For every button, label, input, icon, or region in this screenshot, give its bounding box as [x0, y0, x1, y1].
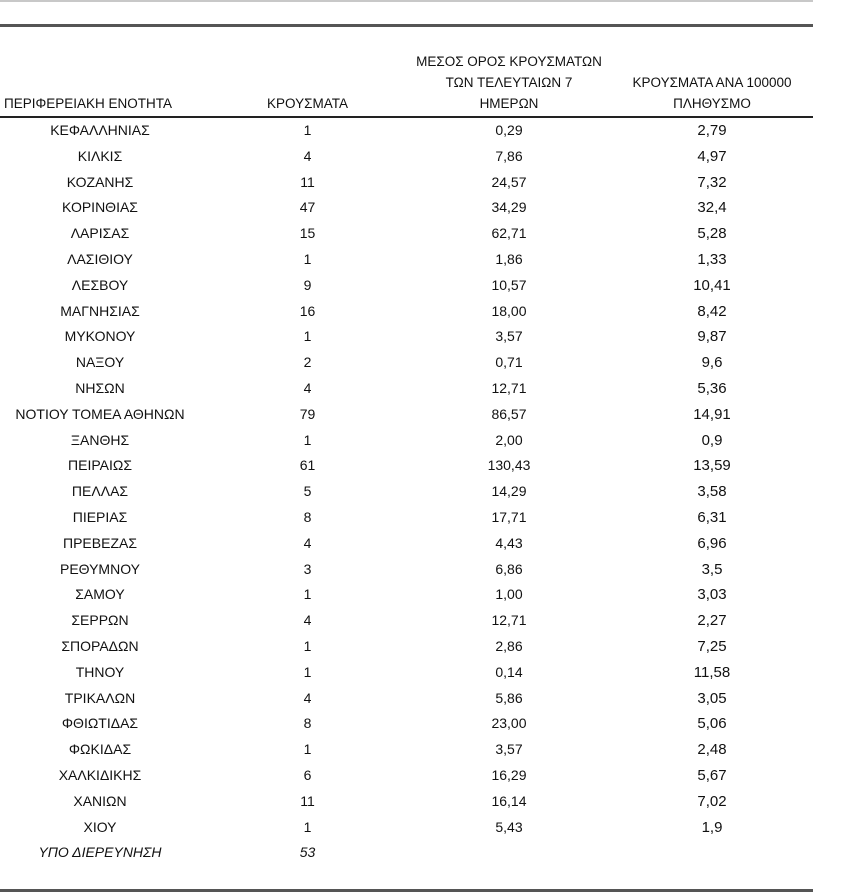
- cases-cell: 5: [303, 483, 312, 500]
- top-thick-rule: [0, 24, 813, 27]
- regional-unit-cell: ΚΟΡΙΝΘΙΑΣ: [62, 199, 138, 216]
- avg-7day-cell: 12,71: [491, 379, 527, 396]
- cases-cell: 1: [303, 663, 312, 680]
- avg-7day-cell: 4,43: [495, 534, 523, 551]
- per-100000-cell: 5,28: [697, 225, 727, 243]
- table-row: [0, 479, 813, 505]
- header-cases: ΚΡΟΥΣΜΑΤΑ: [267, 96, 348, 111]
- top-thin-rule: [0, 0, 813, 2]
- regional-unit-cell: ΦΩΚΙΔΑΣ: [68, 741, 132, 758]
- per-100000-cell: 5,36: [697, 379, 727, 397]
- table-row: [0, 557, 813, 583]
- regional-unit-cell: ΡΕΘΥΜΝΟΥ: [59, 560, 140, 577]
- table-row: [0, 737, 813, 763]
- cases-cell: 61: [299, 457, 316, 474]
- table-row: [0, 582, 813, 608]
- per-100000-cell: 8,42: [697, 302, 727, 320]
- per-100000-cell: 9,87: [697, 328, 727, 346]
- cases-cell: 1: [303, 637, 312, 654]
- table-row: [0, 350, 813, 376]
- regional-unit-cell: ΠΡΕΒΕΖΑΣ: [62, 534, 137, 551]
- per-100000-cell: 13,59: [693, 457, 731, 475]
- table-row: [0, 763, 813, 789]
- regional-unit-cell: ΤΗΝΟΥ: [75, 663, 125, 680]
- avg-7day-cell: 2,86: [495, 637, 523, 654]
- table-row: [0, 247, 813, 273]
- per-100000-cell: 5,67: [697, 766, 727, 784]
- per-100000-cell: 3,03: [697, 586, 727, 604]
- cases-cell: 79: [299, 405, 316, 422]
- avg-7day-cell: 3,57: [495, 741, 523, 758]
- avg-7day-cell: 18,00: [491, 302, 527, 319]
- regional-unit-cell: ΝΗΣΩΝ: [75, 379, 125, 396]
- regional-unit-cell: ΤΡΙΚΑΛΩΝ: [64, 689, 136, 706]
- table-row: [0, 195, 813, 221]
- regional-unit-cell: ΚΕΦΑΛΛΗΝΙΑΣ: [50, 122, 150, 138]
- regional-unit-cell: ΝΟΤΙΟΥ ΤΟΜΕΑ ΑΘΗΝΩΝ: [15, 405, 185, 422]
- cases-cell: 1: [303, 122, 312, 138]
- cases-cell: 1: [303, 586, 312, 603]
- avg-7day-cell: 0,29: [495, 122, 523, 138]
- table-row: [0, 608, 813, 634]
- table-row: [0, 402, 813, 428]
- cases-cell: 4: [303, 689, 312, 706]
- table-body: [0, 118, 813, 866]
- avg-7day-cell: 0,71: [495, 354, 523, 371]
- per-100000-cell: 10,41: [693, 276, 731, 294]
- regional-unit-cell: ΛΑΡΙΣΑΣ: [70, 225, 130, 242]
- per-100000-cell: 0,9: [701, 431, 723, 449]
- cases-cell: 15: [299, 225, 316, 242]
- avg-7day-cell: 24,57: [491, 173, 527, 190]
- avg-7day-cell: 16,14: [491, 792, 527, 809]
- table-row: [0, 634, 813, 660]
- table-row: [0, 453, 813, 479]
- avg-7day-cell: 1,00: [495, 586, 523, 603]
- regional-unit-cell: ΚΟΖΑΝΗΣ: [66, 173, 134, 190]
- cases-cell: 2: [303, 354, 312, 371]
- per-100000-cell: 6,31: [697, 508, 727, 526]
- regional-unit-cell: ΜΥΚΟΝΟΥ: [64, 328, 136, 345]
- cases-cell: 9: [303, 276, 312, 293]
- table-row: [0, 428, 813, 454]
- table-row: [0, 170, 813, 196]
- header-regional-unit: ΠΕΡΙΦΕΡΕΙΑΚΗ ΕΝΟΤΗΤΑ: [4, 96, 173, 111]
- avg-7day-cell: 5,86: [495, 689, 523, 706]
- regional-unit-cell: ΛΕΣΒΟΥ: [71, 276, 129, 293]
- per-100000-cell: 2,48: [697, 741, 727, 759]
- cases-cell: 4: [303, 612, 312, 629]
- table-row: [0, 711, 813, 737]
- avg-7day-cell: 5,43: [495, 818, 523, 835]
- avg-7day-cell: 16,29: [491, 766, 527, 783]
- per-100000-cell: 6,96: [697, 534, 727, 552]
- table-row: [0, 118, 813, 144]
- per-100000-cell: 4,97: [697, 147, 727, 165]
- avg-7day-cell: 12,71: [491, 612, 527, 629]
- per-100000-cell: 2,27: [697, 612, 727, 630]
- bottom-rule: [0, 889, 813, 892]
- regional-unit-cell: ΥΠΟ ΔΙΕΡΕΥΝΗΣΗ: [38, 844, 162, 861]
- avg-7day-cell: 6,86: [495, 560, 523, 577]
- avg-7day-cell: 7,86: [495, 147, 523, 164]
- table-row: [0, 144, 813, 170]
- per-100000-cell: 7,02: [697, 792, 727, 810]
- per-100000-cell: 32,4: [697, 199, 727, 217]
- avg-7day-cell: 62,71: [491, 225, 527, 242]
- table-row: [0, 531, 813, 557]
- avg-7day-cell: 34,29: [491, 199, 527, 216]
- regional-unit-cell: ΦΘΙΩΤΙΔΑΣ: [61, 715, 139, 732]
- regional-unit-cell: ΣΠΟΡΑΔΩΝ: [61, 637, 139, 654]
- avg-7day-cell: 17,71: [491, 508, 527, 525]
- per-100000-cell: 5,06: [697, 715, 727, 733]
- regional-unit-cell: ΧΑΛΚΙΔΙΚΗΣ: [58, 766, 142, 783]
- cases-cell: 4: [303, 379, 312, 396]
- per-100000-cell: 11,58: [693, 663, 731, 681]
- avg-7day-cell: 86,57: [491, 405, 527, 422]
- table-row: [0, 686, 813, 712]
- table-row: [0, 789, 813, 815]
- per-100000-cell: 3,5: [701, 560, 723, 578]
- table-row: [0, 324, 813, 350]
- regional-unit-cell: ΝΑΞΟΥ: [75, 354, 125, 371]
- avg-7day-cell: 0,14: [495, 663, 523, 680]
- regional-unit-cell: ΞΑΝΘΗΣ: [70, 431, 130, 448]
- cases-cell: 1: [303, 328, 312, 345]
- regional-unit-cell: ΠΕΛΛΑΣ: [71, 483, 129, 500]
- avg-7day-cell: 10,57: [491, 276, 527, 293]
- table-row: [0, 221, 813, 247]
- per-100000-cell: 1,33: [697, 250, 727, 268]
- avg-7day-cell: 14,29: [491, 483, 527, 500]
- cases-cell: 1: [303, 431, 312, 448]
- regional-unit-cell: ΣΕΡΡΩΝ: [71, 612, 129, 629]
- cases-cell: 4: [303, 147, 312, 164]
- cases-cell: 6: [303, 766, 312, 783]
- regional-unit-cell: ΣΑΜΟΥ: [75, 586, 125, 603]
- table-row: [0, 660, 813, 686]
- table-row: [0, 299, 813, 325]
- cases-cell: 11: [300, 173, 315, 190]
- cases-cell: 8: [303, 715, 312, 732]
- regional-unit-cell: ΜΑΓΝΗΣΙΑΣ: [60, 302, 140, 319]
- cases-cell: 11: [300, 792, 315, 809]
- per-100000-cell: 7,32: [697, 173, 727, 191]
- avg-7day-cell: 23,00: [491, 715, 527, 732]
- regional-unit-cell: ΚΙΛΚΙΣ: [77, 147, 123, 164]
- cases-cell: 1: [303, 741, 312, 758]
- table-row: [0, 273, 813, 299]
- avg-7day-cell: 3,57: [495, 328, 523, 345]
- cases-cell: 16: [299, 302, 316, 319]
- table-row: [0, 840, 813, 866]
- cases-cell: 3: [303, 560, 312, 577]
- header-7day-average: ΜΕΣΟΣ ΟΡΟΣ ΚΡΟΥΣΜΑΤΩΝ ΤΩΝ ΤΕΛΕΥΤΑΙΩΝ 7 ΗΜΕΡΩΝ: [416, 54, 602, 111]
- regional-unit-cell: ΧΑΝΙΩΝ: [73, 792, 127, 809]
- table-row: [0, 815, 813, 841]
- cases-cell: 1: [303, 250, 312, 267]
- regional-unit-cell: ΛΑΣΙΘΙΟΥ: [67, 250, 133, 267]
- regional-unit-cell: ΠΙΕΡΙΑΣ: [72, 508, 128, 525]
- cases-cell: 53: [299, 844, 316, 861]
- header-cases-per-100000: ΚΡΟΥΣΜΑΤΑ ΑΝΑ 100000 ΠΛΗΘΥΣΜΟ: [632, 75, 792, 111]
- table-row: [0, 505, 813, 531]
- per-100000-cell: 2,79: [697, 122, 727, 139]
- cases-cell: 47: [299, 199, 316, 216]
- table-row: [0, 376, 813, 402]
- regional-unit-cell: ΧΙΟΥ: [83, 818, 117, 835]
- avg-7day-cell: 130,43: [487, 457, 531, 474]
- per-100000-cell: 3,58: [697, 483, 727, 501]
- regional-unit-cell: ΠΕΙΡΑΙΩΣ: [68, 457, 132, 474]
- per-100000-cell: 1,9: [701, 818, 723, 836]
- avg-7day-cell: 2,00: [495, 431, 523, 448]
- avg-7day-cell: 1,86: [495, 250, 523, 267]
- cases-cell: 1: [303, 818, 312, 835]
- per-100000-cell: 7,25: [697, 637, 727, 655]
- per-100000-cell: 9,6: [701, 354, 723, 372]
- per-100000-cell: 3,05: [697, 689, 727, 707]
- cases-cell: 8: [303, 508, 312, 525]
- per-100000-cell: 14,91: [693, 405, 731, 423]
- table-header: [0, 50, 813, 118]
- cases-cell: 4: [303, 534, 312, 551]
